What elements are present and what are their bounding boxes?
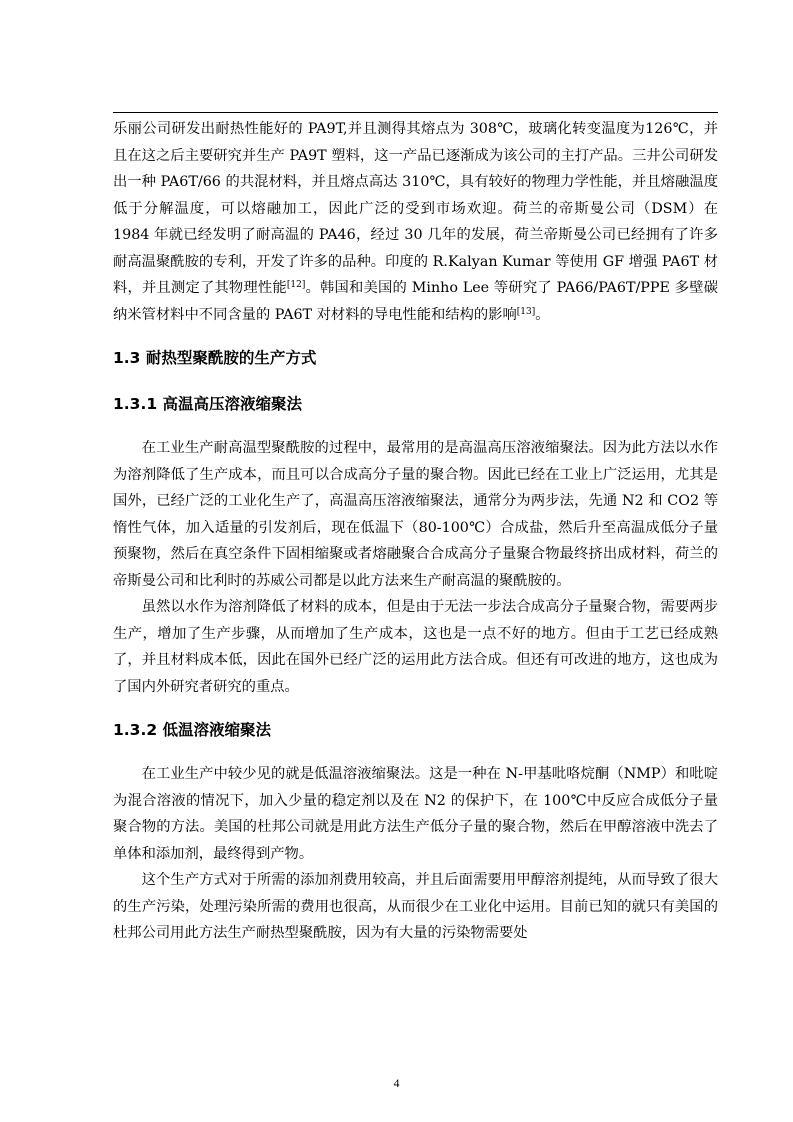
section-heading-1-3: 1.3 耐热型聚酰胺的生产方式 (113, 349, 317, 367)
page-content (113, 116, 718, 947)
citation-12[interactable]: [12] (286, 280, 306, 290)
intro-paragraph (113, 116, 718, 328)
intro-text-part3: 。 (535, 306, 550, 323)
citation-13[interactable]: [13] (516, 306, 536, 317)
intro-text-part1: 乐丽公司研发出耐热性能好的 PA9T,并且测得其熔点为 308℃，玻璃化转变温度为126℃，并且在这之后主要研究并生产 PA9T 塑料，这一产品已逐渐成为该公司的主打产品。三井公司研发出一种 PA6T/66 的共混材料，并且熔点高达 310℃，具有较好的物理力学性能，并且熔融温度低于分解温度，可以熔融加工，因此广泛的受到市场欢迎。荷兰的帝斯曼公司（DSM）在 1984 年就已经发明了耐高温的 PA46，经过 30 几年的发展，荷兰帝斯曼公司已经拥有了许多耐高温聚酰胺的专利，开发了许多的品种。印度的 R.Kalyan Kumar 等使用 GF 增强 PA6T 材料，并且测定了其物理性能 (113, 121, 718, 296)
page-number: 4 (393, 1076, 400, 1090)
paragraph-1-3-1-b: 虽然以水作为溶剂降低了材料的成本，但是由于无法一步法合成高分子量聚合物，需要两步生产，增加了生产步骤，从而增加了生产成本，这也是一点不好的地方。但由于工艺已经成熟了，并且材料成本低，因此在国外已经广泛的运用此方法合成。但还有可改进的地方，这也成为了国内外研究者研究的重点。 (113, 599, 718, 695)
section-heading-1-3-1: 1.3.1 高温高压溶液缩聚法 (113, 395, 303, 413)
paragraph-1-3-2-a: 在工业生产中较少见的就是低温溶液缩聚法。这是一种在 N-甲基吡咯烷酮（NMP）和吡啶为混合溶液的情况下，加入少量的稳定剂以及在 N2 的保护下，在 100℃中反应合成低分子量聚合物的方法。美国的杜邦公司就是用此方法生产低分子量的聚合物，然后在甲醇溶液中洗去了单体和添加剂，最终得到产物。 (113, 766, 718, 862)
paragraph-1-3-1-a: 在工业生产耐高温型聚酰胺的过程中，最常用的是高温高压溶液缩聚法。因为此方法以水作为溶剂降低了生产成本，而且可以合成高分子量的聚合物。因此已经在工业上广泛运用，尤其是国外，已经广泛的工业化生产了，高温高压溶液缩聚法，通常分为两步法，先通 N2 和 CO2 等惰性气体，加入适量的引发剂后，现在低温下（80-100℃）合成盐，然后升至高温成低分子量预聚物，然后在真空条件下固相缩聚或者熔融聚合合成高分子量聚合物最终挤出成材料，荷兰的帝斯曼公司和比利时的苏威公司都是以此方法来生产耐高温的聚酰胺的。 (113, 440, 718, 589)
header-rule (113, 112, 718, 113)
paragraph-1-3-2-b: 这个生产方式对于所需的添加剂费用较高，并且后面需要用甲醇溶剂提纯，从而导致了很大的生产污染，处理污染所需的费用也很高，从而很少在工业化中运用。目前已知的就只有美国的杜邦公司用此方法生产耐热型聚酰胺，因为有大量的污染物需要处 (113, 872, 718, 941)
intro-text-part2: 。韩国和美国的 Minho Lee 等研究了 PA66/PA6T/PPE 多壁碳纳米管材料中不同含量的 PA6T 对材料的导电性能和结构的影响 (113, 280, 718, 323)
section-heading-1-3-2: 1.3.2 低温溶液缩聚法 (113, 721, 272, 739)
